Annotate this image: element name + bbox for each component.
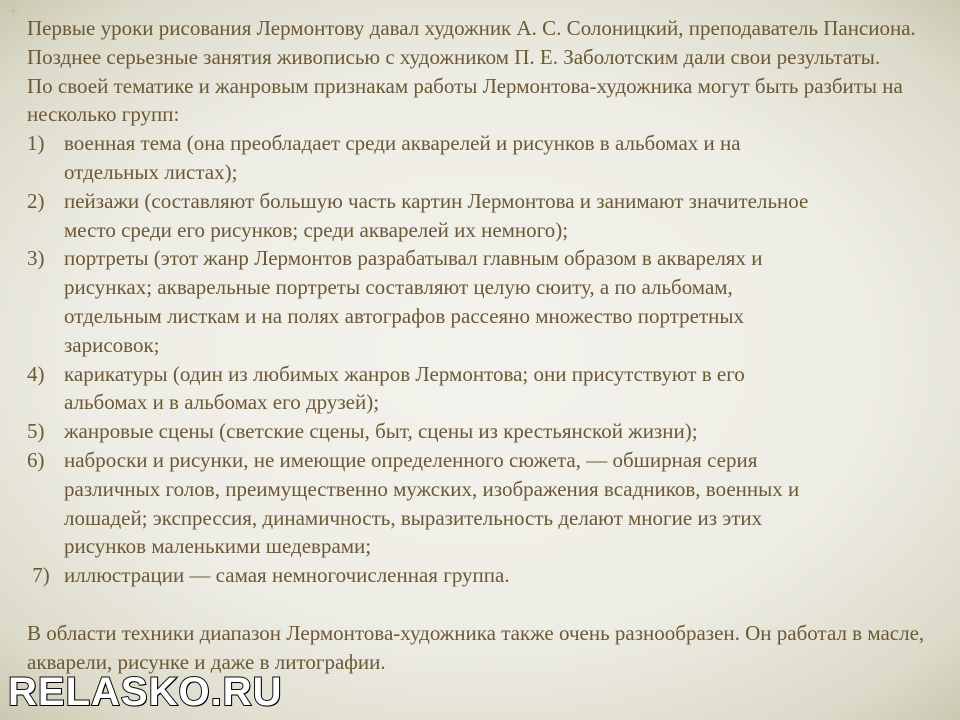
list-item-text: карикатуры (один из любимых жанров Лермонтова; они присутствуют в его альбомах и в альбомах его друзей); [64, 361, 745, 415]
list-item-text: жанровые сцены (светские сцены, быт, сцены из крестьянской жизни); [64, 419, 698, 444]
paragraph-gap [27, 590, 947, 619]
list-item [27, 417, 947, 446]
list-item-text: портреты (этот жанр Лермонтов разрабатывал главным образом в акварелях и рисунках; акварельные портреты составляют целую сюиту, а по альбомам, отдельным листкам и на полях автографов рассеяно множество портретных зарисовок; [64, 246, 763, 357]
list-item [27, 244, 947, 359]
list-item-number: 7) [27, 563, 50, 588]
list-item-number: 1) [27, 131, 45, 156]
list-item [27, 129, 947, 187]
list-item-number: 5) [27, 419, 45, 444]
list-item-number: 2) [27, 188, 45, 213]
themes-paragraph: По своей тематике и жанровым признакам работы Лермонтова-художника могут быть разбиты на несколько групп: [27, 73, 903, 127]
intro-paragraph: Первые уроки рисования Лермонтову давал художник А. С. Солоницкий, преподаватель Пансиона. Позднее серьезные занятия живописью с художником П. Е. Заболотским дали свои результаты. [27, 16, 916, 69]
list-item [27, 561, 947, 590]
four-point-star-icon [6, 4, 20, 18]
list-item-number: 3) [27, 246, 45, 271]
list-item-number: 6) [27, 447, 45, 472]
genre-list [27, 129, 947, 590]
list-item-text: военная тема (она преобладает среди акварелей и рисунков в альбомах и на отдельных листах); [64, 131, 741, 184]
closing-paragraph: В области техники диапазон Лермонтова-художника также очень разнообразен. Он работал в масле, акварели, рисунке и даже в литографии. [27, 620, 925, 674]
list-item [27, 360, 947, 418]
list-item-text: иллюстрации — самая немногочисленная группа. [64, 563, 510, 588]
list-item-text: наброски и рисунки, не имеющие определенного сюжета, — обширная серия различных голов, преимущественно мужских, изображения всадников, военных и лошадей; экспрессия, динамичность, выразительность делают многие из этих рисунков маленькими шедеврами; [64, 447, 800, 559]
list-item [27, 187, 947, 245]
list-item-number: 4) [27, 361, 45, 386]
list-item-text: пейзажи (составляют большую часть картин Лермонтова и занимают значительное место среди его рисунков; среди акварелей их немного); [64, 188, 809, 242]
watermark: RELASKO.RU [8, 670, 283, 714]
slide-text [27, 14, 947, 676]
list-item [27, 446, 947, 561]
